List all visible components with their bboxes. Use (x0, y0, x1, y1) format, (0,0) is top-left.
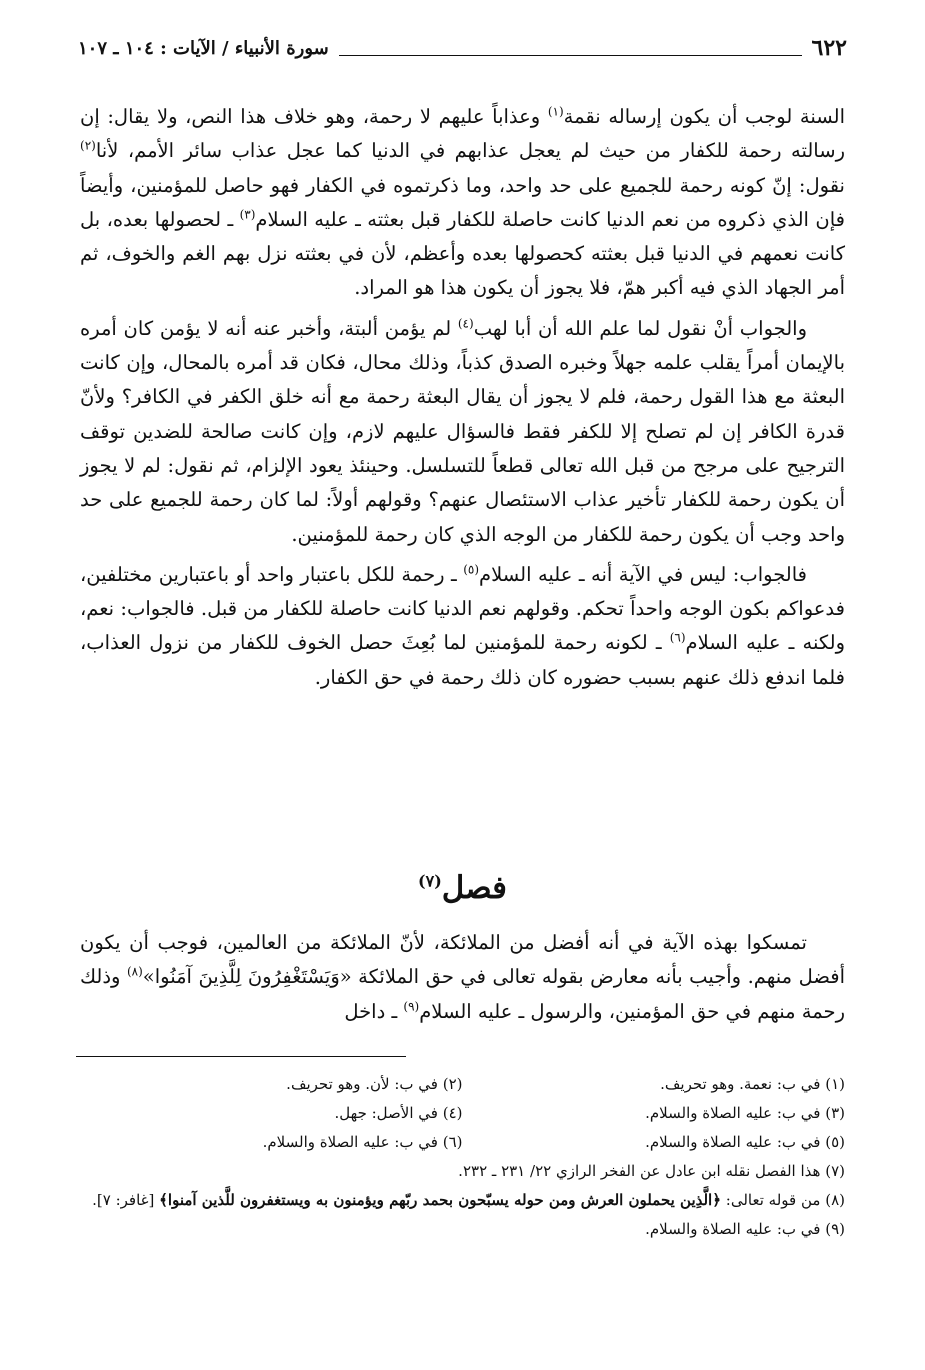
footnote-row (80, 1099, 845, 1128)
main-text (80, 100, 845, 695)
paragraph (80, 558, 845, 695)
footnote (80, 1157, 845, 1186)
page-number: ٦٢٢ (811, 35, 847, 61)
footnote (80, 1186, 845, 1215)
footnote-text: من قوله تعالى: (721, 1191, 821, 1209)
footnote (80, 1070, 463, 1099)
footnote (463, 1099, 846, 1128)
header-rule (339, 55, 802, 56)
footnote-text: في ب: لأن. وهو تحريف. (286, 1075, 438, 1093)
text-run: والجواب أنْ نقول لما علم الله أن أبا لهب (473, 316, 808, 340)
footnote (80, 1099, 463, 1128)
footnote-row (80, 1215, 845, 1244)
footnote-text: في ب: عليه الصلاة والسلام. (262, 1133, 438, 1151)
footnote-number: (٥) (825, 1133, 845, 1151)
footnote-text: في ب: عليه الصلاة والسلام. (645, 1220, 821, 1238)
text-run: ـ لكونه رحمة للمؤمنين لما بُعِثَ حصل الخوف للكفار من نزول العذاب، فلما اندفع ذلك عنهم بسبب حضوره كان ذلك رحمة في حق الكفار. (80, 631, 845, 689)
footnote-ref: (٤) (457, 316, 474, 331)
footnote-ref: (٩) (403, 999, 420, 1014)
footnote-text: هذا الفصل نقله ابن عادل عن الفخر الرازي ٢٢/ ٢٣١ ـ ٢٣٢. (458, 1162, 821, 1180)
footnote-number: (٧) (825, 1162, 845, 1180)
footnote (80, 1128, 463, 1157)
footnote-number: (٢) (442, 1075, 463, 1093)
footnote-ref: (١) (547, 104, 564, 119)
footnote (463, 1070, 846, 1099)
text-run: لم يؤمن ألبتة، وأخبر عنه أنه لا يؤمن كان أمره بالإيمان أمراً يقلب علمه جهلاً وخبره الصدق كذباً، وذلك محال، فكان قد أمره بالمحال، وإن كانت البعثة مع هذا القول رحمة، فلم لا يجوز أن يقال البعثة رحمة مع أنه خلق الكفر في الكافر؟ ولأنّ قدرة الكافر إن لم تصلح إلا للكفر فقط فالسؤال عليهم لازم، وإن كانت صالحة للضدين توقف الترجيح على مرجح من قبل الله تعالى قطعاً للتسلسل. وحينئذ يعود الإلزام، ثم نقول: لم لا يجوز أن يكون رحمة للكفار تأخير عذاب الاستئصال عنهم؟ وقولهم أولاً: لما كان رحمة للجميع على حد واحد وجب أن يكون رحمة للكفار من الوجه الذي كان رحمة للمؤمنين. (80, 316, 845, 546)
footnotes (80, 1070, 845, 1244)
footnote-number: (١) (825, 1075, 845, 1093)
header-title: سورة الأنبياء / الآيات : ١٠٤ ـ ١٠٧ (78, 37, 329, 59)
footnote (80, 1215, 845, 1244)
text-run: فالجواب: ليس في الآية أنه ـ عليه السلام (479, 562, 808, 586)
footnote-ref: (٥) (463, 562, 480, 577)
footnote-number: (٩) (825, 1220, 845, 1238)
section-heading-note: (٧) (418, 871, 442, 891)
footnote-number: (٨) (825, 1191, 845, 1209)
section-heading-text: فصل (441, 870, 507, 906)
footnote (463, 1128, 846, 1157)
footnote-text: في ب: نعمة. وهو تحريف. (660, 1075, 821, 1093)
footnote-row (80, 1157, 845, 1186)
footnote-number: (٤) (442, 1104, 463, 1122)
footnote-ref: (٢) (80, 138, 96, 153)
footnote-text: في ب: عليه الصلاة والسلام. (645, 1104, 821, 1122)
footnote-row (80, 1128, 845, 1157)
footnote-ref: (٦) (669, 630, 686, 645)
footnote-ref: (٨) (126, 964, 143, 979)
footnote-text: في الأصل: جهل. (334, 1104, 438, 1122)
footnote-text: في ب: عليه الصلاة والسلام. (645, 1133, 821, 1151)
section-paragraph (80, 926, 845, 1029)
text-run: وذلك رحمة منهم في حق المؤمنين، والرسول ـ عليه السلام (80, 965, 845, 1023)
footnote-separator (76, 1056, 406, 1057)
text-run: وعذاباً عليهم لا رحمة، وهو خلاف هذا النص، ولا يقال: إن رسالته رحمة للكفار من حيث لم يعجل عذابهم في الدنيا كما عجل عذاب سائر الأمم، لأنا (80, 105, 845, 163)
text-run: تمسكوا بهذه الآية في أنه أفضل من الملائكة، لأنّ الملائكة من العالمين، فوجب أن يكون أفضل منهم. وأجيب بأنه معارض بقوله تعالى في حق الملائكة «وَيَسْتَغْفِرُونَ لِلَّذِينَ آمَنُوا» (80, 931, 845, 989)
footnote-verse: ﴿الَّذِين يحملون العرش ومن حوله يسبّحون بحمد ربّهم ويؤمنون به ويستغفرون للَّذين آمنوا﴾ (159, 1191, 722, 1209)
footnote-row (80, 1186, 845, 1215)
section-heading (80, 870, 845, 906)
text-run: نقول: إنّ كونه رحمة للجميع على حد واحد، وما ذكرتموه في الكفار فهو حاصل للمؤمنين، وأيضاً فإن الذي ذكروه من نعم الدنيا كانت حاصلة للكفار قبل بعثته ـ عليه السلام (80, 173, 845, 231)
footnote-reference: [غافر: ٧]. (92, 1191, 160, 1209)
footnote-number: (٣) (825, 1104, 845, 1122)
footnote-ref: (٣) (239, 207, 256, 222)
paragraph (80, 100, 845, 306)
text-run: ـ داخل (344, 999, 404, 1023)
text-run: ـ لحصولها بعده، بل كانت نعمهم في الدنيا قبل بعثته كحصولها بعده وأعظم، لأن في بعثته نزل بهم الغم والخوف، ثم أمر الجهاد الذي فيه أكبر همّ، فلا يجوز أن يكون هذا هو المراد. (80, 207, 845, 300)
running-header (78, 30, 847, 66)
footnote-number: (٦) (442, 1133, 463, 1151)
footnote-row (80, 1070, 845, 1099)
paragraph (80, 312, 845, 552)
section-text (80, 926, 845, 1029)
text-run: ـ رحمة للكل باعتبار واحد أو باعتبارين مختلفين، فدعواكم بكون الوجه واحداً تحكم. وقولهم نعم الدنيا كانت حاصلة للكفار من قبل. فالجواب: نعم، ولكنه ـ عليه السلام (80, 562, 846, 655)
text-run: السنة لوجب أن يكون إرساله نقمة (563, 105, 845, 128)
